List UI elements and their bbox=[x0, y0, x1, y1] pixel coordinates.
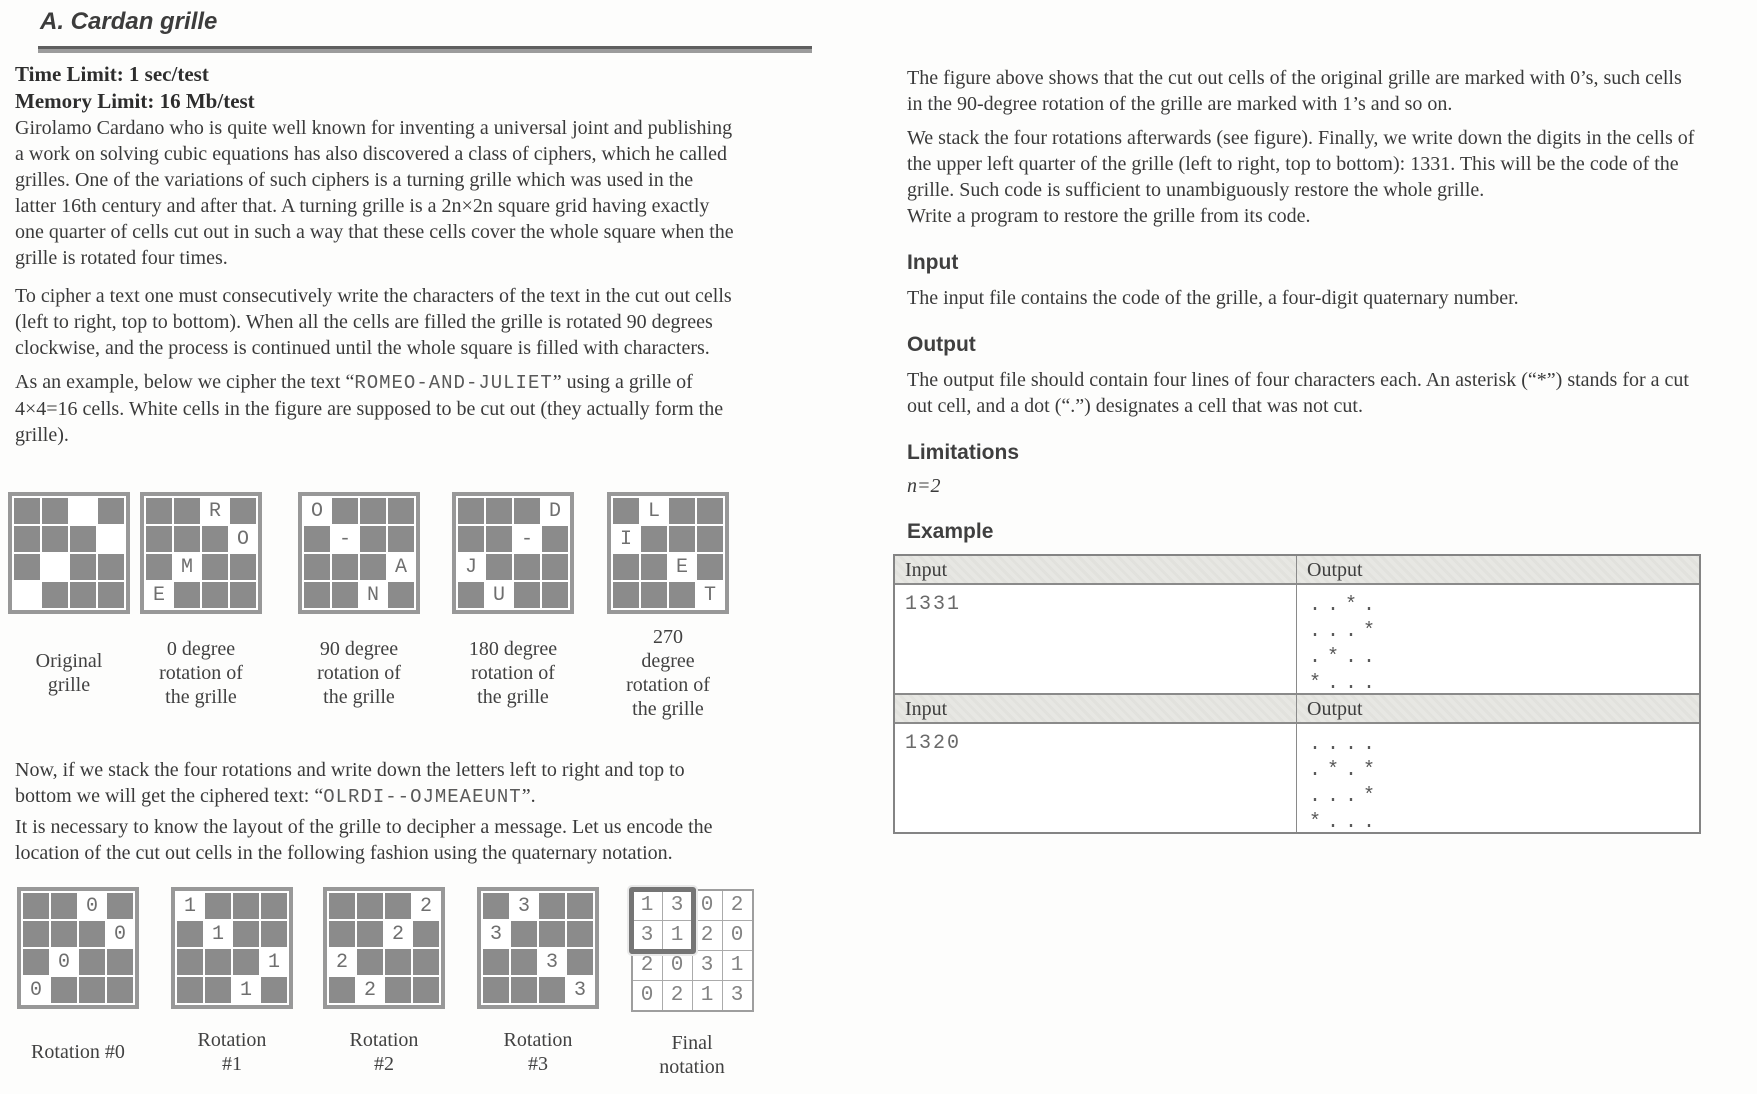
statement-paragraph-3 bbox=[15, 369, 735, 448]
grid-cell-cutout: 0 bbox=[107, 921, 133, 947]
grid-cell-cutout: 1 bbox=[205, 921, 231, 947]
figure-rotation-0 bbox=[17, 887, 139, 1091]
example-1-input-header: Input bbox=[895, 556, 1297, 583]
grid-cell-solid bbox=[360, 526, 386, 552]
grid-cell-solid bbox=[511, 921, 537, 947]
example-1-output-value: ..*. ...* .*.. *... bbox=[1309, 594, 1382, 695]
grid-cell-cutout: J bbox=[458, 554, 484, 580]
grid-cell-solid bbox=[202, 554, 228, 580]
output-section-text: The output file should contain four lines of four characters each. An asterisk (“*”) stands for a cut out cell, and a dot (“.”) designates a cell that was not cut. bbox=[907, 369, 1689, 417]
grid-cell-solid bbox=[458, 582, 484, 608]
grid-cell-solid bbox=[385, 949, 411, 975]
grid-cell-cutout: 1 bbox=[233, 977, 259, 1003]
grid-cell-solid bbox=[261, 977, 287, 1003]
grid-cell-solid bbox=[107, 949, 133, 975]
grid-cell-solid bbox=[146, 554, 172, 580]
notation-cell: 1 bbox=[663, 921, 692, 950]
grid-cell-solid bbox=[23, 921, 49, 947]
notation-cell: 0 bbox=[693, 891, 722, 920]
grid-cell-cutout: U bbox=[486, 582, 512, 608]
grid-cell-solid bbox=[613, 554, 639, 580]
grid-cell-solid bbox=[542, 526, 568, 552]
grid-cell-solid bbox=[174, 498, 200, 524]
grid-cell-cutout: - bbox=[514, 526, 540, 552]
grid-cell-solid bbox=[539, 977, 565, 1003]
figure-caption: Rotation #3 bbox=[503, 1029, 573, 1075]
figure-rotation-1 bbox=[171, 887, 293, 1091]
grid-cell-solid bbox=[697, 498, 723, 524]
example-table bbox=[893, 554, 1701, 834]
grid-cell-cutout bbox=[98, 526, 124, 552]
grid-cell-solid bbox=[697, 526, 723, 552]
grid-cell-solid bbox=[567, 921, 593, 947]
figure-caption: 90 degree rotation of the grille bbox=[317, 638, 401, 708]
figure-caption: Rotation #2 bbox=[349, 1029, 419, 1075]
grid-cell-solid bbox=[388, 582, 414, 608]
grid-cell-solid bbox=[230, 554, 256, 580]
grid-cell-solid bbox=[514, 554, 540, 580]
grid-cell-solid bbox=[205, 949, 231, 975]
figure-180-degree-rotation-of-the-grille bbox=[452, 492, 574, 728]
grid-cell-solid bbox=[486, 526, 512, 552]
grid-cell-solid bbox=[332, 582, 358, 608]
notation-cell: 1 bbox=[693, 981, 722, 1010]
grid-cell-solid bbox=[304, 582, 330, 608]
grid-cell-solid bbox=[332, 554, 358, 580]
grid-cell-solid bbox=[360, 554, 386, 580]
grid-cell-solid bbox=[329, 977, 355, 1003]
grid-cell-solid bbox=[51, 893, 77, 919]
example-2-input-value: 1320 bbox=[895, 724, 1297, 832]
example-1-output-header: Output bbox=[1297, 556, 1699, 583]
figure-90-degree-rotation-of-the-grille bbox=[298, 492, 420, 728]
grid-cell-solid bbox=[357, 949, 383, 975]
grid-cell-solid bbox=[233, 949, 259, 975]
grid-cell-cutout: - bbox=[332, 526, 358, 552]
notation-cell: 0 bbox=[723, 921, 752, 950]
example-1-data-row bbox=[895, 585, 1699, 695]
figure-0-degree-rotation-of-the-grille bbox=[140, 492, 262, 728]
right-paragraph-3: Write a program to restore the grille from its code. bbox=[907, 205, 1311, 227]
grid-cell-solid bbox=[486, 554, 512, 580]
title-divider-rule bbox=[38, 46, 812, 53]
grid-cell-solid bbox=[385, 893, 411, 919]
right-column bbox=[893, 65, 1699, 834]
figure-caption: Original grille bbox=[35, 650, 103, 696]
grid-cell-solid bbox=[79, 949, 105, 975]
section-heading-limitations: Limitations bbox=[907, 441, 1020, 464]
paragraph-4-text-after: ”. bbox=[521, 785, 536, 807]
grid-cell-solid bbox=[511, 977, 537, 1003]
grille-grid-rotation-0 bbox=[17, 887, 139, 1009]
grid-cell-cutout: I bbox=[613, 526, 639, 552]
grid-cell-solid bbox=[146, 498, 172, 524]
figure-caption: Rotation #0 bbox=[31, 1041, 125, 1063]
grid-cell-cutout: T bbox=[697, 582, 723, 608]
grid-cell-solid bbox=[51, 977, 77, 1003]
figure-caption: 180 degree rotation of the grille bbox=[468, 638, 558, 708]
notation-cell: 0 bbox=[633, 981, 662, 1010]
grid-cell-solid bbox=[483, 949, 509, 975]
right-paragraph-2: We stack the four rotations afterwards (see figure). Finally, we write down the digits in the cells of the upper left quarter of the grille (left to right, top to bottom): 1331. This will be the code of the grille. Such code is sufficient to unambiguously restore the whole grille. bbox=[907, 127, 1695, 201]
grid-cell-solid bbox=[70, 554, 96, 580]
grid-cell-solid bbox=[14, 526, 40, 552]
ciphered-text: OLRDI--OJMEAEUNT bbox=[323, 786, 522, 808]
grid-cell-solid bbox=[70, 582, 96, 608]
grid-cell-solid bbox=[304, 526, 330, 552]
example-1-header-row bbox=[895, 556, 1699, 585]
grid-cell-solid bbox=[486, 498, 512, 524]
grid-cell-solid bbox=[42, 498, 68, 524]
grid-cell-cutout: 3 bbox=[539, 949, 565, 975]
grid-cell-solid bbox=[177, 921, 203, 947]
grid-cell-cutout: E bbox=[146, 582, 172, 608]
grid-cell-solid bbox=[51, 921, 77, 947]
grille-grid-270-degree-rotation-of-the-grille bbox=[607, 492, 729, 614]
statement-paragraph-1: Girolamo Cardano who is quite well known for inventing a universal joint and publishing a work on solving cubic equations has also discovered a class of ciphers, which he called grilles. One of the variations of such ciphers is a turning grille which was used in the latter 16th century and after that. A turning grille is a 2n×2n square grid having exactly one quarter of cells cut out in such a way that these cells cover the whole square when the grille is rotated four times. bbox=[15, 117, 734, 269]
figure-270-degree-rotation-of-the-grille bbox=[607, 492, 729, 728]
paragraph-3-text: As an example, below we cipher the text “ bbox=[15, 371, 355, 393]
grid-cell-solid bbox=[697, 554, 723, 580]
figure-rotation-3 bbox=[477, 887, 599, 1091]
example-2-output-header: Output bbox=[1297, 695, 1699, 722]
grid-cell-solid bbox=[669, 582, 695, 608]
grid-cell-solid bbox=[23, 893, 49, 919]
grid-cell-cutout: 2 bbox=[357, 977, 383, 1003]
section-heading-input: Input bbox=[907, 251, 959, 274]
grid-cell-cutout: 2 bbox=[385, 921, 411, 947]
grid-cell-cutout bbox=[70, 498, 96, 524]
grid-cell-solid bbox=[98, 554, 124, 580]
grid-cell-solid bbox=[388, 526, 414, 552]
figure-final-notation bbox=[631, 887, 753, 1094]
grid-cell-solid bbox=[567, 893, 593, 919]
limits-block bbox=[15, 61, 815, 115]
notation-cell: 2 bbox=[723, 891, 752, 920]
grid-cell-solid bbox=[107, 893, 133, 919]
figure-caption: Rotation #1 bbox=[197, 1029, 267, 1075]
grid-cell-solid bbox=[329, 893, 355, 919]
notation-cell: 0 bbox=[663, 951, 692, 980]
grid-cell-solid bbox=[42, 582, 68, 608]
grid-cell-solid bbox=[539, 893, 565, 919]
grid-cell-cutout: M bbox=[174, 554, 200, 580]
grille-grid-0-degree-rotation-of-the-grille bbox=[140, 492, 262, 614]
grille-grid-rotation-1 bbox=[171, 887, 293, 1009]
section-heading-output: Output bbox=[907, 333, 976, 356]
limitations-n: n bbox=[907, 475, 917, 497]
grid-cell-solid bbox=[669, 526, 695, 552]
grid-cell-solid bbox=[514, 498, 540, 524]
paragraph-4-text: Now, if we stack the four rotations and write down the letters left to right and top to bottom we will get the ciphered text: “ bbox=[15, 759, 685, 807]
grid-cell-solid bbox=[230, 582, 256, 608]
figure-original-grille bbox=[8, 492, 130, 728]
notation-cell: 1 bbox=[633, 891, 662, 920]
example-2-input-header: Input bbox=[895, 695, 1297, 722]
statement-paragraph-4 bbox=[15, 757, 735, 810]
grid-cell-solid bbox=[669, 498, 695, 524]
grid-cell-solid bbox=[202, 582, 228, 608]
grid-cell-cutout: O bbox=[230, 526, 256, 552]
grid-cell-solid bbox=[458, 498, 484, 524]
grid-cell-solid bbox=[329, 921, 355, 947]
section-heading-example: Example bbox=[907, 520, 994, 543]
notation-cell: 3 bbox=[663, 891, 692, 920]
grid-cell-cutout: 3 bbox=[567, 977, 593, 1003]
grid-cell-solid bbox=[14, 554, 40, 580]
grille-grid-rotation-3 bbox=[477, 887, 599, 1009]
grid-cell-solid bbox=[79, 977, 105, 1003]
grid-cell-solid bbox=[542, 554, 568, 580]
paragraph-3-text-after: ” using a grille of 4×4=16 cells. White cells in the figure are supposed to be cut out (they actually form the grille). bbox=[15, 371, 724, 446]
grid-cell-solid bbox=[230, 498, 256, 524]
grid-cell-cutout: 0 bbox=[79, 893, 105, 919]
grid-cell-solid bbox=[177, 949, 203, 975]
grille-grid-rotation-2 bbox=[323, 887, 445, 1009]
grid-cell-solid bbox=[483, 893, 509, 919]
grid-cell-cutout bbox=[42, 554, 68, 580]
grid-cell-solid bbox=[385, 977, 411, 1003]
grid-cell-cutout: R bbox=[202, 498, 228, 524]
example-2-output-value: .... .*.* ...* *... bbox=[1309, 733, 1382, 834]
grid-cell-solid bbox=[23, 949, 49, 975]
grille-grid-90-degree-rotation-of-the-grille bbox=[298, 492, 420, 614]
grid-cell-solid bbox=[205, 893, 231, 919]
right-paragraph-1: The figure above shows that the cut out cells of the original grille are marked with 0’s, such cells in the 90-degree rotation of the grille are marked with 1’s and so on. bbox=[907, 67, 1682, 115]
grid-cell-solid bbox=[357, 921, 383, 947]
grid-cell-solid bbox=[98, 498, 124, 524]
final-notation-grid bbox=[631, 889, 754, 1012]
figure-caption: 270 degree rotation of the grille bbox=[626, 626, 710, 720]
grid-cell-solid bbox=[413, 921, 439, 947]
statement-paragraph-2: To cipher a text one must consecutively write the characters of the text in the cut out cells (left to right, top to bottom). When all the cells are filled the grille is rotated 90 degrees clockwise, and the process is continued until the whole square is filled with characters. bbox=[15, 285, 732, 359]
page-title: A. Cardan grille bbox=[40, 8, 218, 35]
plaintext-code: ROMEO-AND-JULIET bbox=[354, 372, 553, 394]
grid-cell-solid bbox=[233, 893, 259, 919]
grid-cell-solid bbox=[483, 977, 509, 1003]
grid-cell-solid bbox=[458, 526, 484, 552]
example-1-input-value: 1331 bbox=[895, 585, 1297, 693]
grid-cell-solid bbox=[304, 554, 330, 580]
grid-cell-solid bbox=[14, 498, 40, 524]
example-2-header-row bbox=[895, 695, 1699, 724]
input-section-text: The input file contains the code of the grille, a four-digit quaternary number. bbox=[907, 287, 1519, 309]
figure-rotation-2 bbox=[323, 887, 445, 1091]
left-column bbox=[15, 8, 815, 448]
grid-cell-cutout: A bbox=[388, 554, 414, 580]
grid-cell-solid bbox=[261, 893, 287, 919]
grid-cell-solid bbox=[641, 554, 667, 580]
memory-limit: Memory Limit: 16 Mb/test bbox=[15, 89, 255, 113]
figure-caption: 0 degree rotation of the grille bbox=[159, 638, 243, 708]
grid-cell-solid bbox=[567, 949, 593, 975]
notation-cell: 3 bbox=[693, 951, 722, 980]
example-2-data-row bbox=[895, 724, 1699, 832]
notation-cell: 2 bbox=[633, 951, 662, 980]
grid-cell-solid bbox=[202, 526, 228, 552]
grid-cell-solid bbox=[233, 921, 259, 947]
grid-cell-solid bbox=[511, 949, 537, 975]
grid-cell-cutout: 2 bbox=[329, 949, 355, 975]
grid-cell-solid bbox=[357, 893, 383, 919]
grid-cell-cutout: 0 bbox=[51, 949, 77, 975]
grid-cell-solid bbox=[388, 498, 414, 524]
limitations-value: =2 bbox=[917, 475, 941, 497]
figure-caption: Final notation bbox=[659, 1032, 725, 1078]
grid-cell-solid bbox=[613, 582, 639, 608]
grid-cell-solid bbox=[107, 977, 133, 1003]
notation-cell: 2 bbox=[693, 921, 722, 950]
grid-cell-solid bbox=[174, 526, 200, 552]
grid-cell-cutout: E bbox=[669, 554, 695, 580]
notation-cell: 3 bbox=[633, 921, 662, 950]
grid-cell-solid bbox=[174, 582, 200, 608]
notation-cell: 3 bbox=[723, 981, 752, 1010]
grid-cell-cutout: 3 bbox=[511, 893, 537, 919]
grid-cell-cutout: D bbox=[542, 498, 568, 524]
grid-cell-solid bbox=[98, 582, 124, 608]
grid-cell-solid bbox=[261, 921, 287, 947]
grid-cell-solid bbox=[641, 582, 667, 608]
grid-cell-solid bbox=[42, 526, 68, 552]
grille-grid-original-grille bbox=[8, 492, 130, 614]
grid-cell-solid bbox=[177, 977, 203, 1003]
limitations-text bbox=[893, 475, 1699, 498]
grid-cell-solid bbox=[79, 921, 105, 947]
notation-cell: 1 bbox=[723, 951, 752, 980]
grille-grid-180-degree-rotation-of-the-grille bbox=[452, 492, 574, 614]
grid-cell-cutout: 1 bbox=[177, 893, 203, 919]
statement-paragraph-5: It is necessary to know the layout of the grille to decipher a message. Let us encode the location of the cut out cells in the following fashion using the quaternary notation. bbox=[15, 816, 713, 864]
grid-cell-solid bbox=[539, 921, 565, 947]
grid-cell-cutout: 2 bbox=[413, 893, 439, 919]
grid-cell-cutout: 3 bbox=[483, 921, 509, 947]
grid-cell-solid bbox=[413, 949, 439, 975]
grid-cell-solid bbox=[205, 977, 231, 1003]
grid-cell-solid bbox=[413, 977, 439, 1003]
grid-cell-solid bbox=[70, 526, 96, 552]
grid-cell-solid bbox=[360, 498, 386, 524]
grid-cell-solid bbox=[542, 582, 568, 608]
left-column-lower bbox=[15, 757, 760, 866]
grid-cell-cutout: 1 bbox=[261, 949, 287, 975]
grid-cell-cutout: 0 bbox=[23, 977, 49, 1003]
grid-cell-cutout bbox=[14, 582, 40, 608]
grid-cell-solid bbox=[146, 526, 172, 552]
time-limit: Time Limit: 1 sec/test bbox=[15, 62, 209, 86]
grid-cell-cutout: L bbox=[641, 498, 667, 524]
grid-cell-solid bbox=[514, 582, 540, 608]
notation-cell: 2 bbox=[663, 981, 692, 1010]
grid-cell-solid bbox=[613, 498, 639, 524]
grid-cell-solid bbox=[332, 498, 358, 524]
grid-cell-cutout: O bbox=[304, 498, 330, 524]
grid-cell-solid bbox=[641, 526, 667, 552]
grid-cell-cutout: N bbox=[360, 582, 386, 608]
